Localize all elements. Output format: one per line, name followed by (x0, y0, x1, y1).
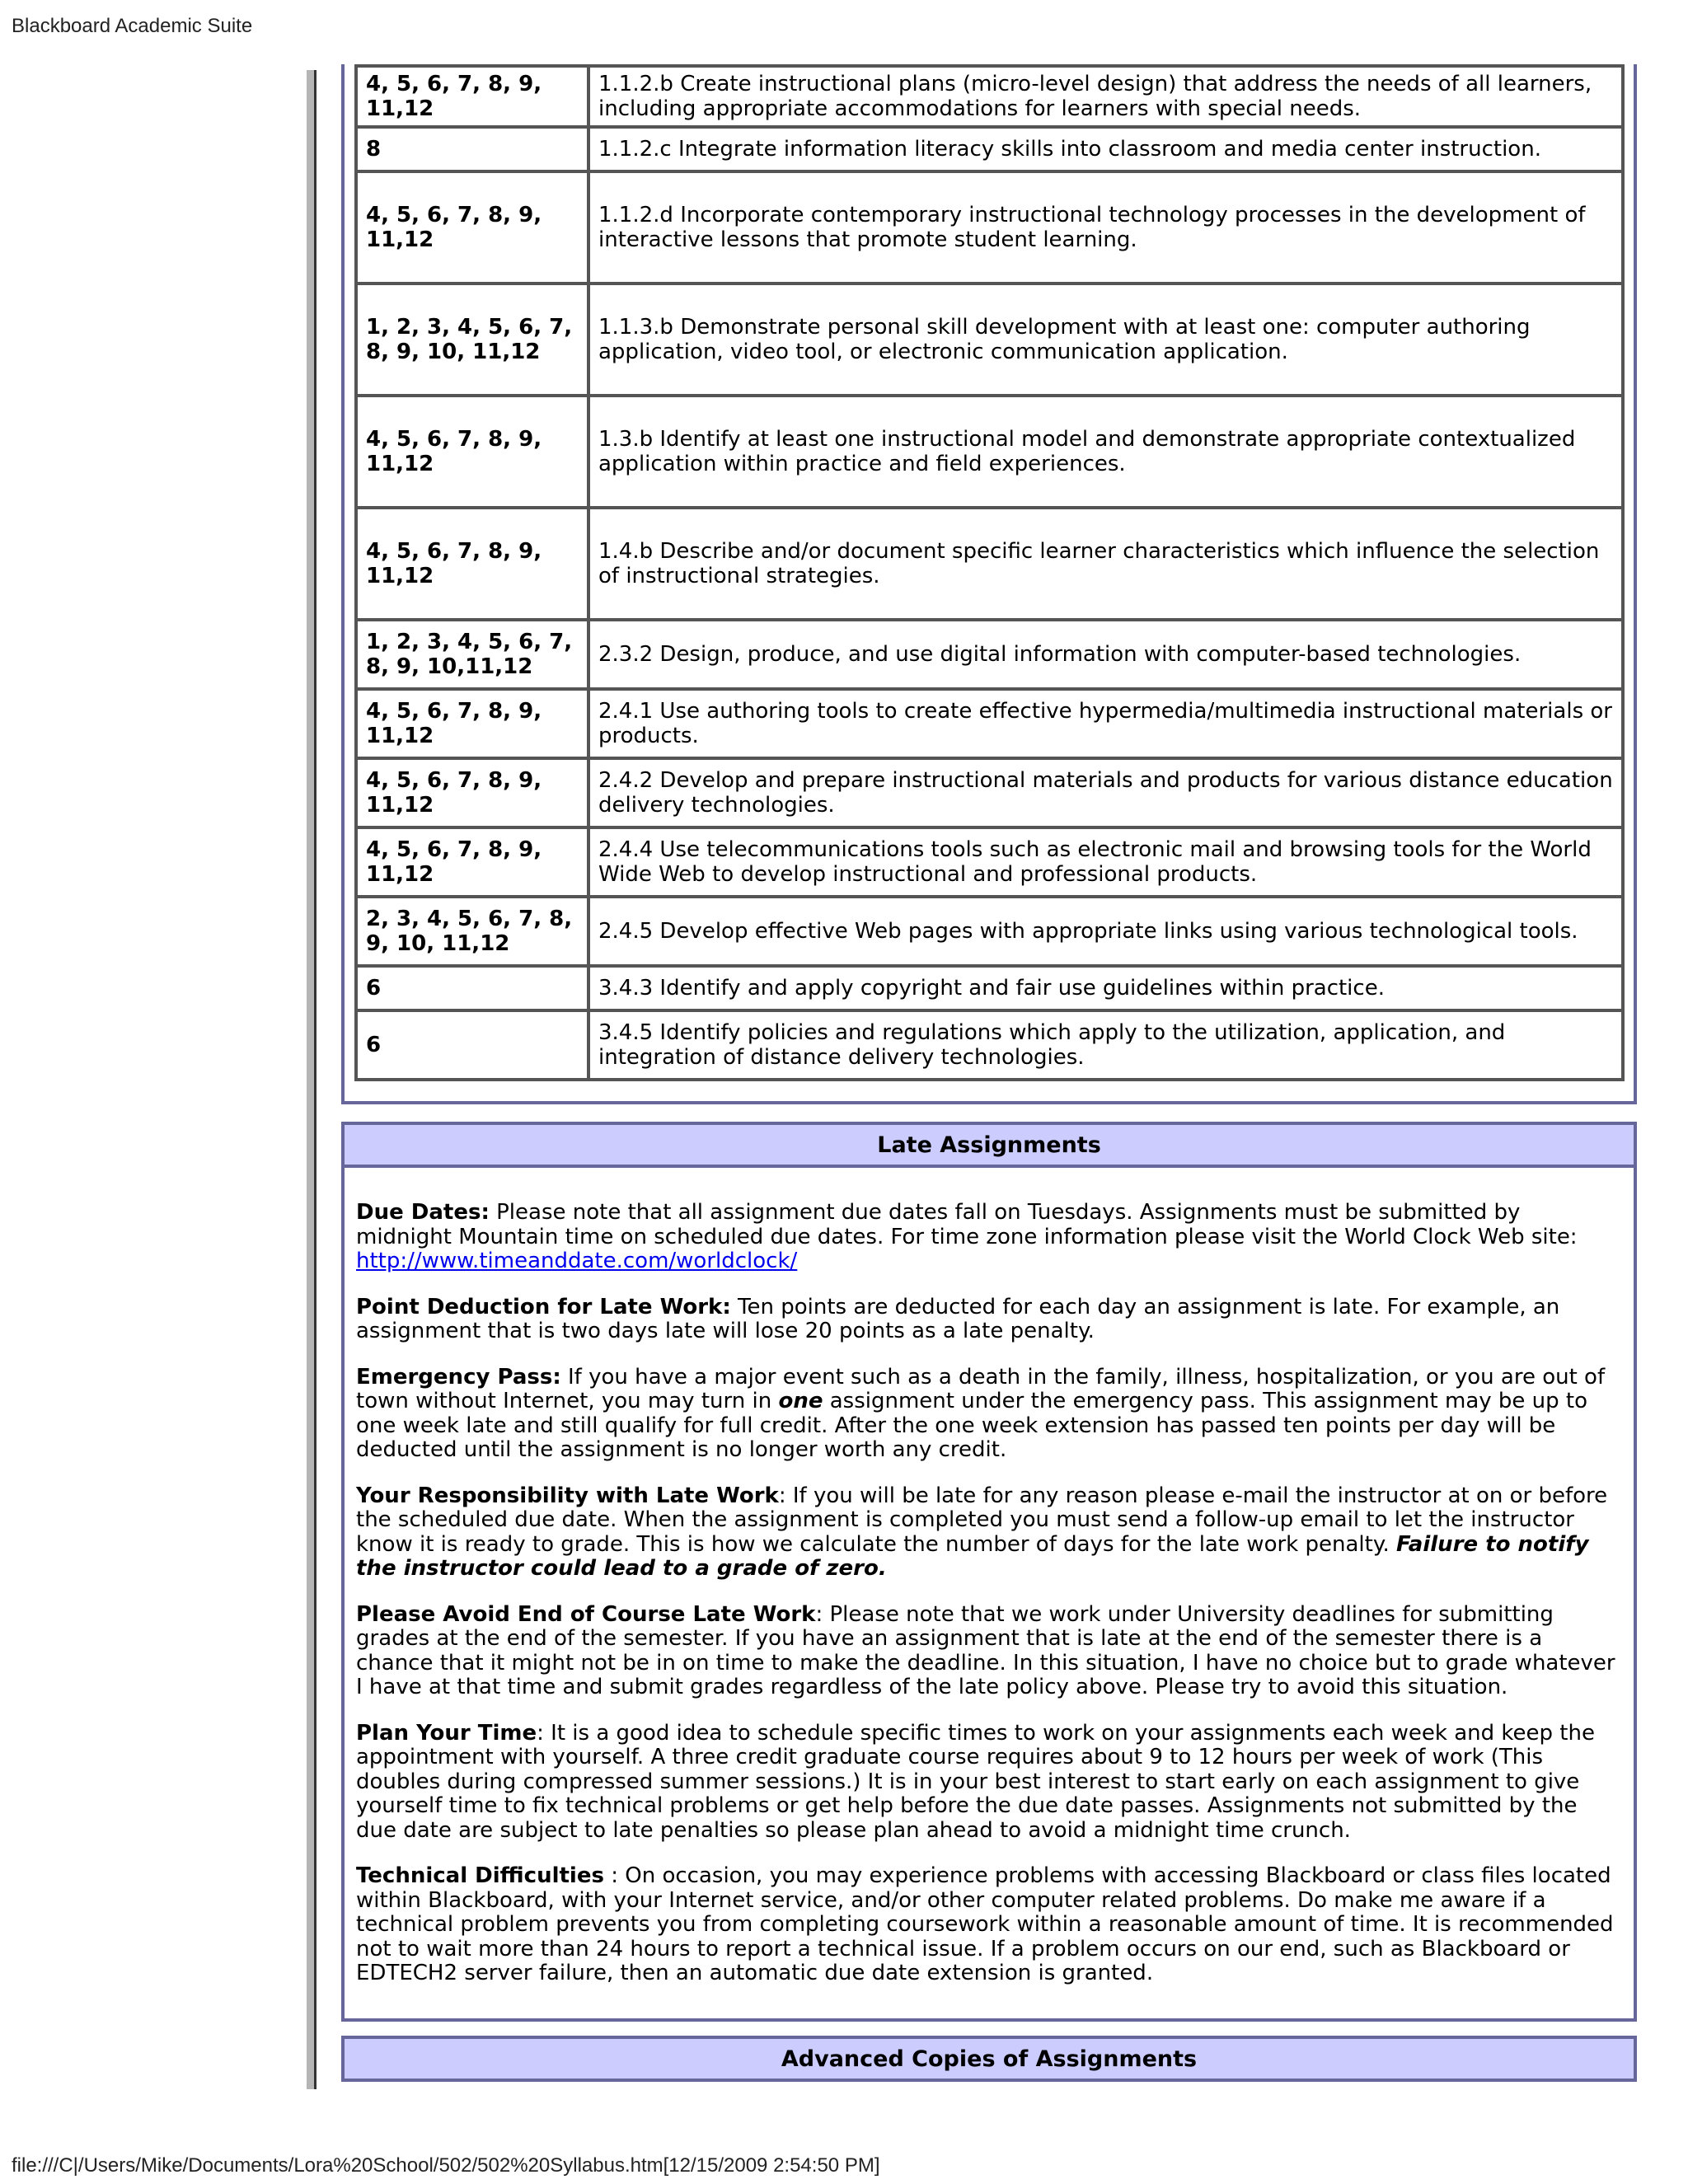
assignment-numbers: 8 (356, 127, 588, 171)
table-row (356, 620, 1623, 689)
assignment-numbers: 1, 2, 3, 4, 5, 6, 7, 8, 9, 10,11,12 (356, 620, 588, 689)
browser-app-title: Blackboard Academic Suite (12, 15, 253, 37)
assignment-numbers: 1, 2, 3, 4, 5, 6, 7, 8, 9, 10, 11,12 (356, 284, 588, 396)
plan-time-text: : It is a good idea to schedule specific times to work on your assignments each week and keep the appointment with yourself. A three credit graduate course requires about 9 to 12 hours per week of work (This doubles during compressed summer sessions.) It is in your best interest to start early on each assignment to give yourself time to fix technical problems or get help before the due date passes. Assignments not submitted by the due date are subject to late penalties so please plan ahead to avoid a midnight time crunch. (356, 1720, 1595, 1843)
standard-description: 2.4.4 Use telecommunications tools such as electronic mail and browsing tools for the World Wide Web to develop instructional and professional products. (588, 827, 1623, 897)
assignment-numbers: 4, 5, 6, 7, 8, 9, 11,12 (356, 396, 588, 508)
assignment-numbers: 2, 3, 4, 5, 6, 7, 8, 9, 10, 11,12 (356, 897, 588, 966)
emergency-pass-emphasis: one (778, 1389, 823, 1413)
emergency-pass-text-after: assignment under the emergency pass. This assignment may be up to one week late and still qualify for full credit. After the one week extension has passed ten points per day will be deducted until the assignment is no longer worth any credit. (356, 1389, 1588, 1462)
standard-description: 2.4.2 Develop and prepare instructional materials and products for various distance education delivery technologies. (588, 758, 1623, 827)
assignment-numbers: 4, 5, 6, 7, 8, 9, 11,12 (356, 508, 588, 620)
plan-time-label: Plan Your Time (356, 1720, 537, 1746)
assignment-numbers: 4, 5, 6, 7, 8, 9, 11,12 (356, 758, 588, 827)
standards-table (354, 64, 1625, 1081)
advanced-copies-heading: Advanced Copies of Assignments (341, 2036, 1637, 2082)
responsibility-warning: Failure to notify the instructor could lead to a grade of zero. (356, 1531, 1589, 1581)
technical-difficulties-paragraph (356, 1864, 1622, 1986)
left-frame-border (307, 70, 314, 2089)
table-row (356, 284, 1623, 396)
end-of-course-paragraph (356, 1603, 1622, 1700)
standard-description: 3.4.3 Identify and apply copyright and fair use guidelines within practice. (588, 966, 1623, 1010)
assignment-numbers: 6 (356, 966, 588, 1010)
table-row (356, 127, 1623, 171)
emergency-pass-label: Emergency Pass: (356, 1364, 561, 1390)
table-row (356, 966, 1623, 1010)
plan-time-paragraph (356, 1722, 1622, 1844)
responsibility-paragraph (356, 1484, 1622, 1582)
table-row (356, 758, 1623, 827)
standard-description: 1.1.2.b Create instructional plans (micro-level design) that address the needs of all learners, including appropriate accommodations for learners with special needs. (588, 66, 1623, 127)
table-row (356, 827, 1623, 897)
table-row (356, 171, 1623, 284)
emergency-pass-paragraph (356, 1366, 1622, 1463)
assignment-numbers: 4, 5, 6, 7, 8, 9, 11,12 (356, 66, 588, 127)
point-deduction-paragraph (356, 1296, 1622, 1344)
assignment-numbers: 4, 5, 6, 7, 8, 9, 11,12 (356, 689, 588, 758)
standard-description: 1.1.2.d Incorporate contemporary instructional technology processes in the development of interactive lessons that promote student learning. (588, 171, 1623, 284)
table-row (356, 897, 1623, 966)
emergency-pass-text: If you have a major event such as a death in the family, illness, hospitalization, or you are out of town without Internet, you may turn in (356, 1364, 1606, 1413)
standard-description: 3.4.5 Identify policies and regulations which apply to the utilization, application, and integration of distance delivery technologies. (588, 1010, 1623, 1080)
end-of-course-label: Please Avoid End of Course Late Work (356, 1601, 816, 1627)
end-of-course-text: : Please note that we work under University deadlines for submitting grades at the end of the semester. If you have an assignment that is late at the end of the semester there is a chance that it might not be in on time to make the deadline. In this situation, I have no choice but to grade whatever I have at that time and submit grades regardless of the late policy above. Please try to avoid this situation. (356, 1601, 1615, 1699)
table-row (356, 396, 1623, 508)
standard-description: 1.1.2.c Integrate information literacy skills into classroom and media center instruction. (588, 127, 1623, 171)
late-assignments-heading: Late Assignments (341, 1122, 1637, 1168)
standard-description: 1.4.b Describe and/or document specific learner characteristics which influence the selection of instructional strategies. (588, 508, 1623, 620)
technical-difficulties-text: : On occasion, you may experience problems with accessing Blackboard or class files located within Blackboard, with your Internet service, and/or other computer related problems. Do make me aware if a technical problem prevents you from completing coursework within a reasonable amount of time. It is recommended not to wait more than 24 hours to report a technical issue. If a problem occurs on our end, such as Blackboard or EDTECH2 server failure, then an automatic due date extension is granted. (356, 1863, 1614, 1985)
assignment-numbers: 4, 5, 6, 7, 8, 9, 11,12 (356, 827, 588, 897)
assignment-numbers: 6 (356, 1010, 588, 1080)
standard-description: 2.4.5 Develop effective Web pages with appropriate links using various technological tools. (588, 897, 1623, 966)
due-dates-paragraph (356, 1201, 1622, 1274)
standard-description: 1.3.b Identify at least one instructional model and demonstrate appropriate contextualized application within practice and field experiences. (588, 396, 1623, 508)
table-row (356, 1010, 1623, 1080)
world-clock-link[interactable]: http://www.timeanddate.com/worldclock/ (356, 1249, 798, 1273)
standard-description: 2.3.2 Design, produce, and use digital information with computer-based technologies. (588, 620, 1623, 689)
responsibility-label: Your Responsibility with Late Work (356, 1483, 779, 1508)
table-row (356, 689, 1623, 758)
point-deduction-text: Ten points are deducted for each day an assignment is late. For example, an assignment that is two days late will lose 20 points as a late penalty. (356, 1294, 1560, 1343)
table-row (356, 508, 1623, 620)
due-dates-text: Please note that all assignment due dates fall on Tuesdays. Assignments must be submitted by midnight Mountain time on scheduled due dates. For time zone information please visit the World Clock Web site: (356, 1200, 1578, 1249)
left-frame-rule (314, 70, 316, 2089)
standard-description: 1.1.3.b Demonstrate personal skill development with at least one: computer authoring application, video tool, or electronic communication application. (588, 284, 1623, 396)
standard-description: 2.4.1 Use authoring tools to create effective hypermedia/multimedia instructional materials or products. (588, 689, 1623, 758)
table-row (356, 66, 1623, 127)
responsibility-text: : If you will be late for any reason please e-mail the instructor at on or before the scheduled due date. When the assignment is completed you must send a follow-up email to let the instructor know it is ready to grade. This is how we calculate the number of days for the late work penalty. (356, 1483, 1608, 1557)
due-dates-label: Due Dates: (356, 1200, 490, 1225)
file-path-footer: file:///C|/Users/Mike/Documents/Lora%20School/502/502%20Syllabus.htm[12/15/2009 2:54:50 PM] (12, 2154, 880, 2177)
assignment-numbers: 4, 5, 6, 7, 8, 9, 11,12 (356, 171, 588, 284)
technical-difficulties-label: Technical Difficulties (356, 1863, 604, 1888)
late-assignments-section (341, 1165, 1637, 2022)
point-deduction-label: Point Deduction for Late Work: (356, 1294, 731, 1319)
